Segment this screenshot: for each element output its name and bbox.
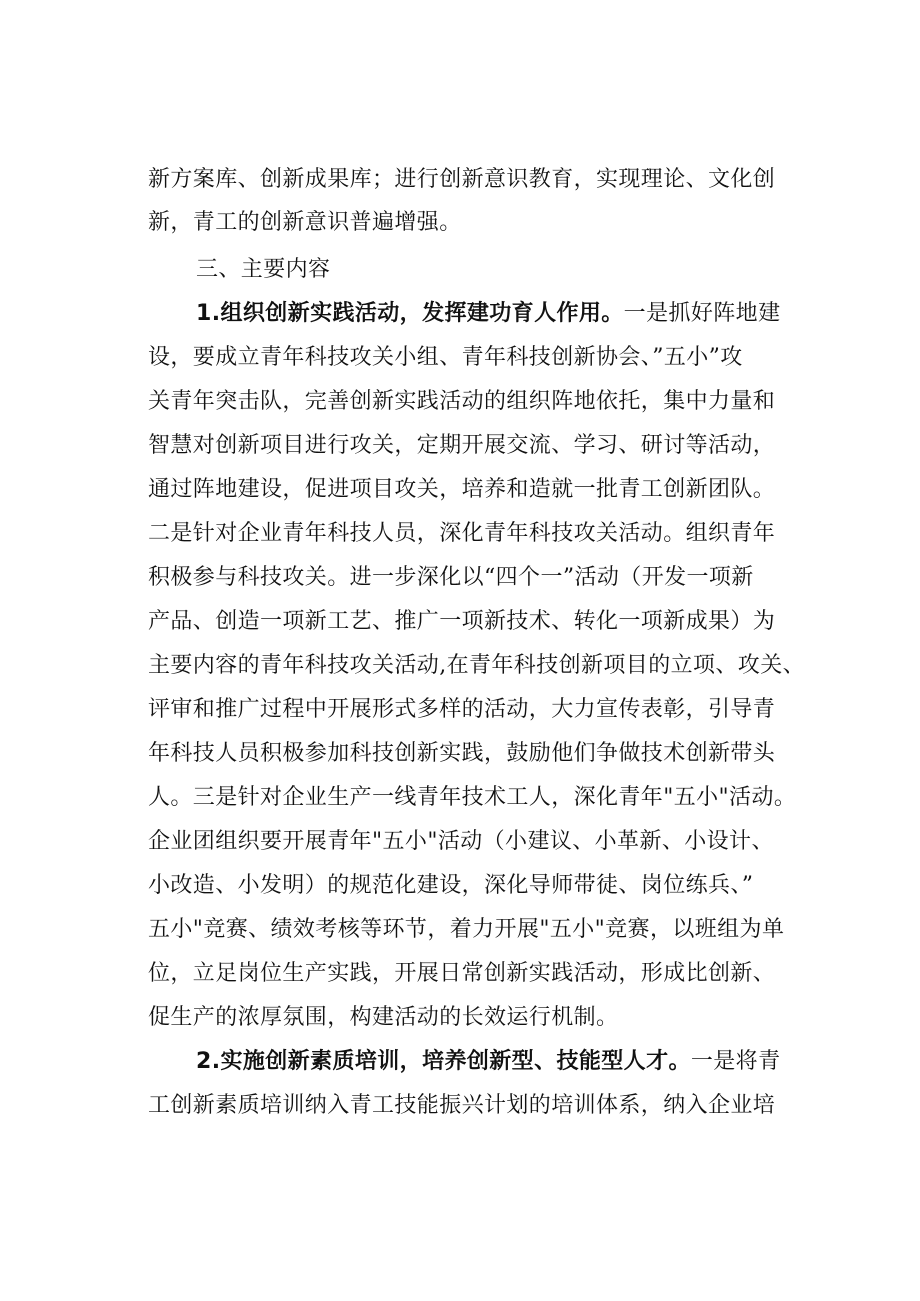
paragraph-line: 主要内容的青年科技攻关活动,在青年科技创新项目的立项、攻关、: [148, 653, 805, 678]
paragraph-line: 企业团组织要开展青年"五小"活动（小建议、小革新、小设计、: [148, 829, 774, 854]
paragraph-line: 促生产的浓厚氛围，构建活动的长效运行机制。: [148, 1005, 619, 1030]
paragraph-line: [196, 294, 808, 334]
paragraph-line: 新，青工的创新意识普遍增强。: [148, 210, 462, 235]
paragraph-line: 人。三是针对企业生产一线青年技术工人，深化青年"五小"活动。: [148, 785, 797, 810]
paragraph-line: 位，立足岗位生产实践，开展日常创新实践活动，形成比创新、: [148, 961, 776, 986]
paragraph-line: 小改造、小发明）的规范化建设，深化导师带徒、岗位练兵、”: [148, 873, 754, 898]
paragraph-line: 关青年突击队，完善创新实践活动的组织阵地依托，集中力量和: [148, 389, 776, 414]
section-heading: 三、主要内容: [196, 257, 331, 282]
subheading-bold: 2.实施创新素质培训，培养创新型、技能型人才。: [196, 1049, 691, 1074]
paragraph-text: 一是抓好阵地建: [623, 301, 781, 326]
paragraph-line: 五小"竞赛、绩效考核等环节，着力开展"五小"竞赛，以班组为单: [148, 917, 785, 942]
paragraph-text: 一是将青: [690, 1049, 781, 1074]
paragraph-line: 工创新素质培训纳入青工技能振兴计划的培训体系，纳入企业培: [148, 1093, 776, 1118]
subheading-bold: 1.组织创新实践活动，发挥建功育人作用。: [196, 301, 624, 326]
paragraph-line: 通过阵地建设，促进项目攻关，培养和造就一批青工创新团队。: [148, 477, 776, 502]
paragraph-line: 产品、创造一项新工艺、推广一项新技术、转化一项新成果）为: [148, 609, 776, 634]
paragraph-line: 积极参与科技攻关。进一步深化以“四个一”活动（开发一项新: [148, 565, 754, 590]
paragraph-line: 二是针对企业青年科技人员，深化青年科技攻关活动。组织青年: [148, 521, 776, 546]
paragraph-line: 评审和推广过程中开展形式多样的活动，大力宣传表彰，引导青: [148, 697, 776, 722]
paragraph-line: 设，要成立青年科技攻关小组、青年科技创新协会、”五小”攻: [148, 345, 743, 370]
paragraph-line: [196, 1042, 808, 1082]
paragraph-line: 智慧对创新项目进行攻关，定期开展交流、学习、研讨等活动，: [148, 433, 776, 458]
paragraph-line: 新方案库、创新成果库；进行创新意识教育，实现理论、文化创: [148, 167, 776, 192]
paragraph-line: 年科技人员积极参加科技创新实践，鼓励他们争做技术创新带头: [148, 741, 776, 766]
